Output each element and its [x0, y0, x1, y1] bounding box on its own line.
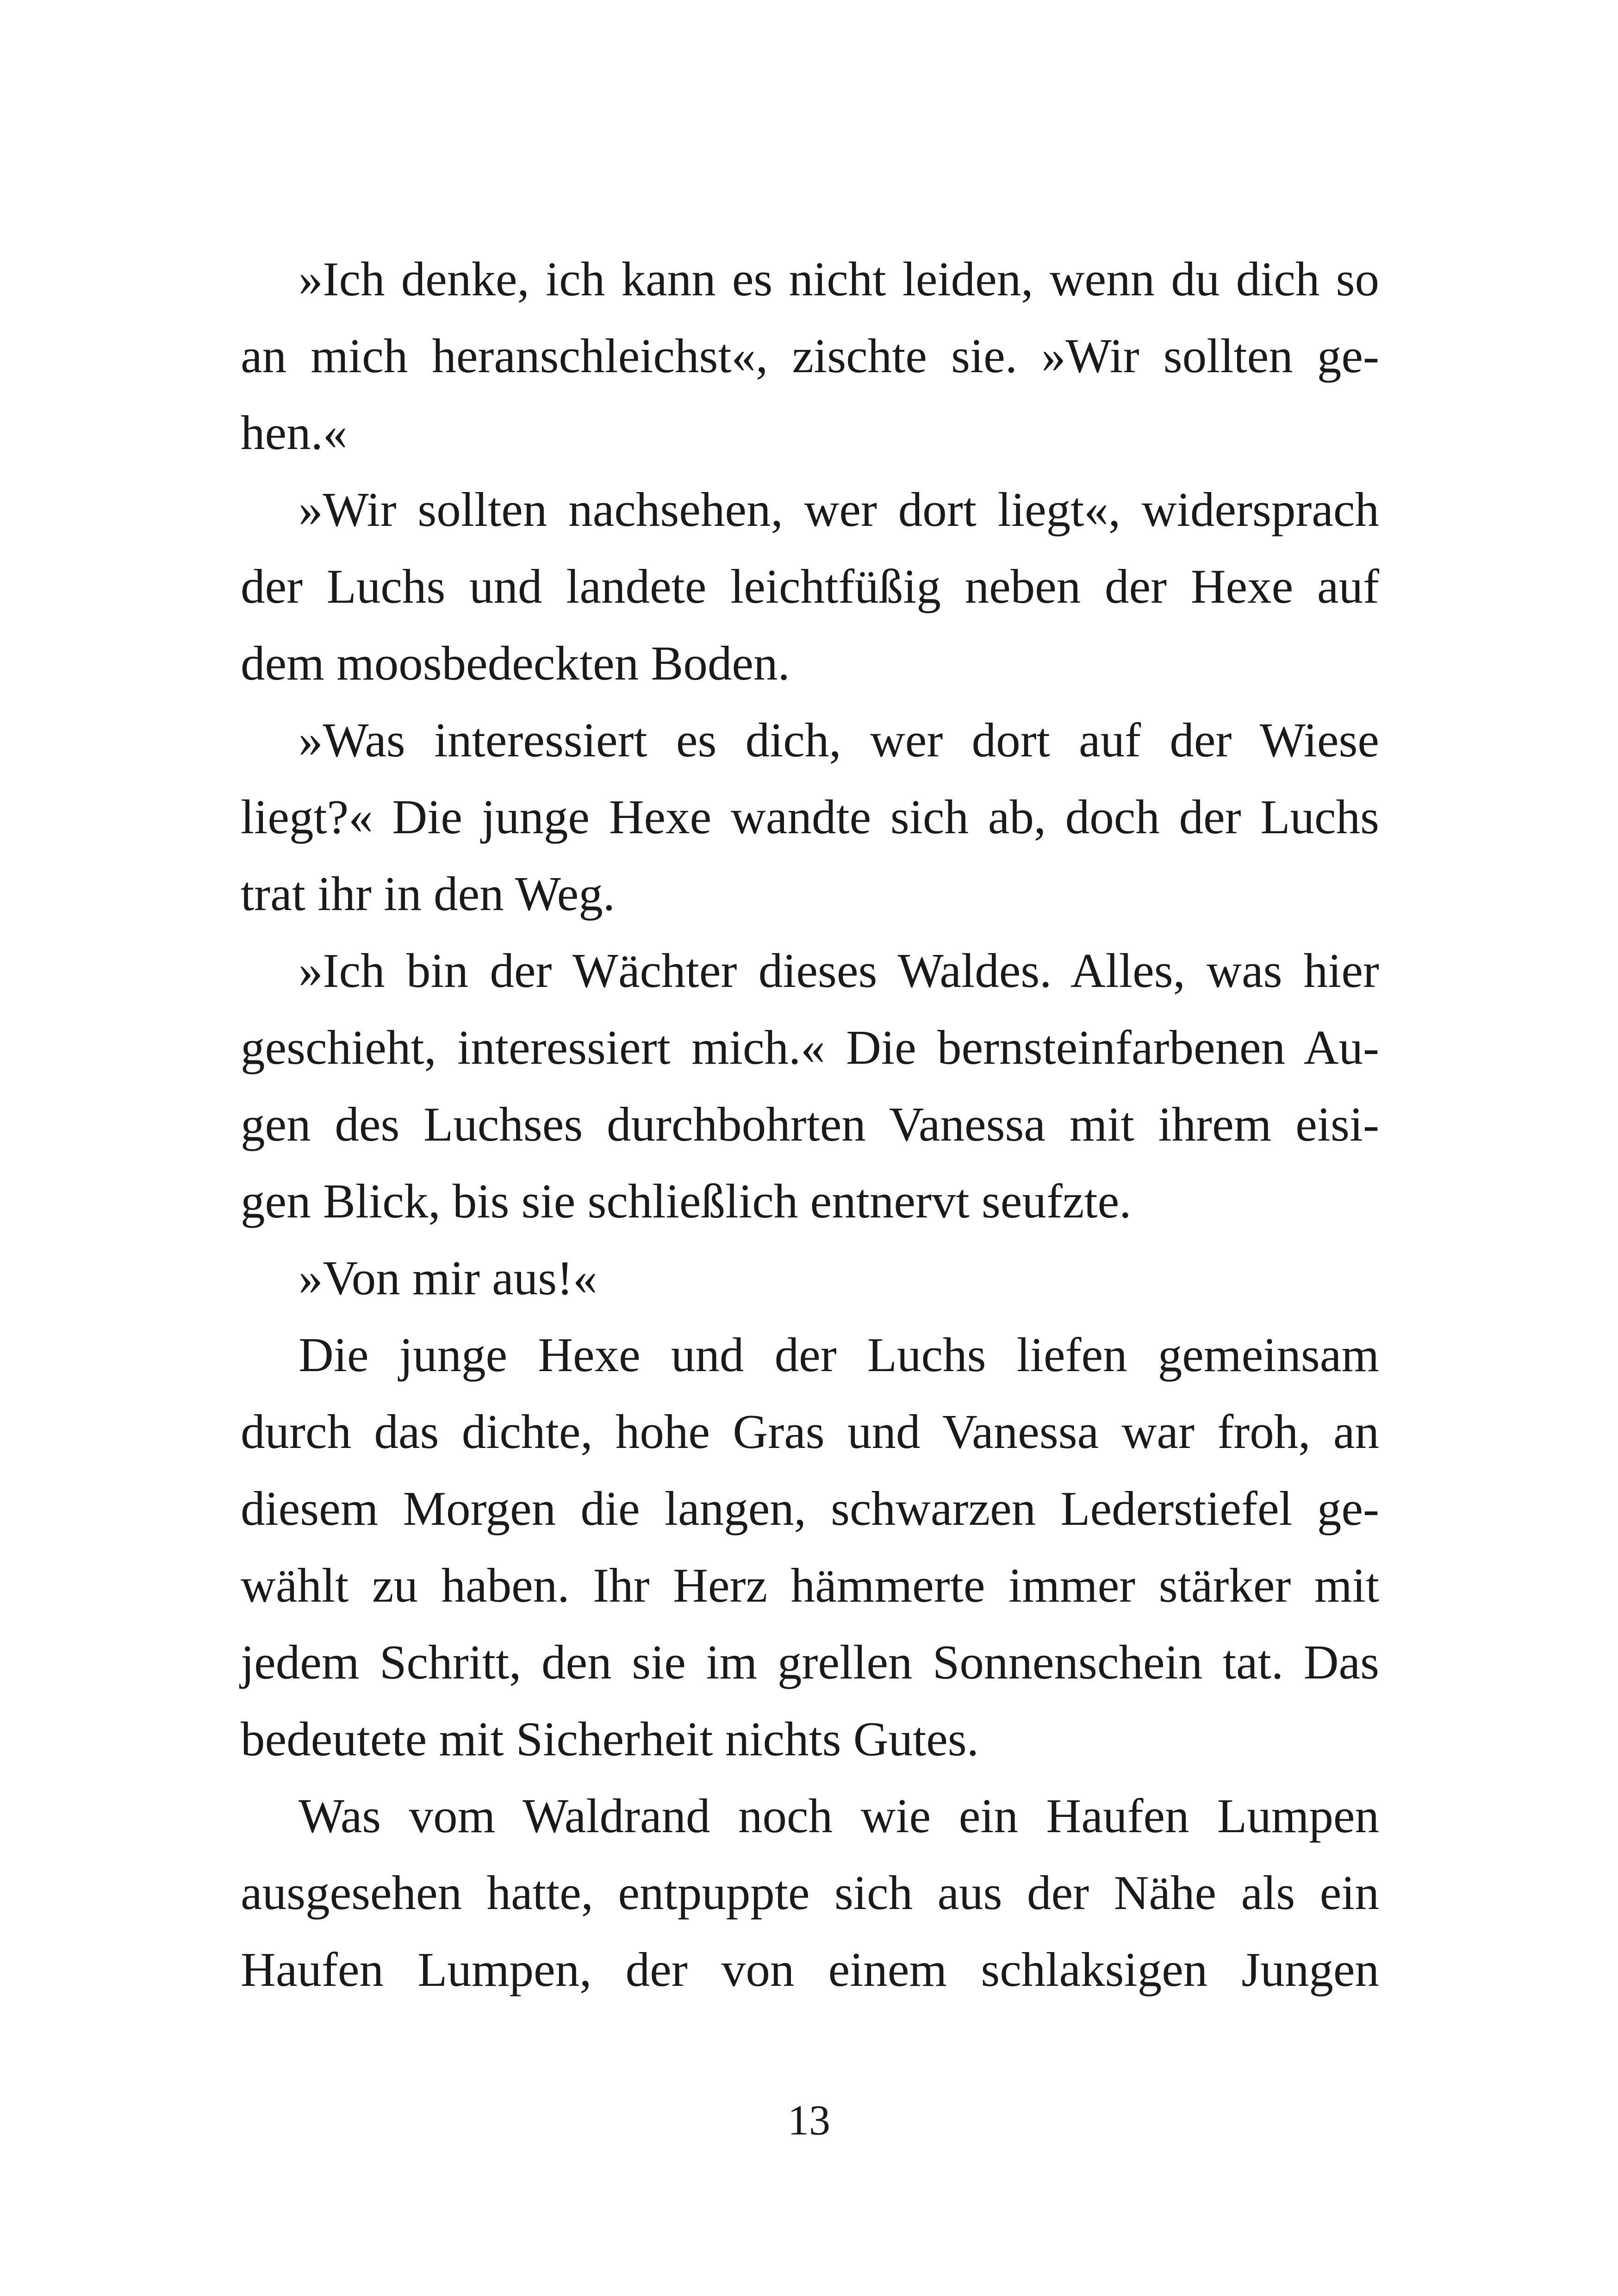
text-line: geschieht, interessiert mich.« Die bernsteinfarbenen Au- [241, 1020, 1379, 1074]
text-line: der Luchs und landete leichtfüßig neben der Hexe auf [241, 559, 1379, 613]
text-line: »Ich bin der Wächter dieses Waldes. Alles, was hier [299, 943, 1379, 998]
text-line: dem moosbedeckten Boden. [241, 636, 790, 690]
text-line: gen Blick, bis sie schließlich entnervt seufzte. [241, 1174, 1132, 1228]
text-line: »Von mir aus!« [299, 1251, 597, 1305]
text-line: gen des Luchses durchbohrten Vanessa mit ihrem eisi- [241, 1097, 1379, 1151]
text-line: Haufen Lumpen, der von einem schlaksigen Jungen [241, 1942, 1379, 1997]
text-line: bedeutete mit Sicherheit nichts Gutes. [241, 1712, 979, 1766]
text-line: »Was interessiert es dich, wer dort auf der Wiese [299, 713, 1379, 767]
text-line: trat ihr in den Weg. [241, 867, 615, 921]
body-text [241, 241, 1379, 2008]
text-line: Die junge Hexe und der Luchs liefen gemeinsam [299, 1328, 1379, 1382]
text-line: »Wir sollten nachsehen, wer dort liegt«, widersprach [299, 482, 1379, 537]
text-line: »Ich denke, ich kann es nicht leiden, wenn du dich so [299, 252, 1379, 306]
text-line: diesem Morgen die langen, schwarzen Lederstiefel ge- [241, 1481, 1379, 1535]
text-line: an mich heranschleichst«, zischte sie. »Wir sollten ge- [241, 329, 1379, 383]
text-line: jedem Schritt, den sie im grellen Sonnenschein tat. Das [241, 1635, 1379, 1689]
text-line: durch das dichte, hohe Gras und Vanessa war froh, an [241, 1404, 1379, 1459]
page-number: 13 [788, 2096, 830, 2144]
text-line: wählt zu haben. Ihr Herz hämmerte immer stärker mit [241, 1558, 1379, 1612]
text-line: Was vom Waldrand noch wie ein Haufen Lumpen [299, 1789, 1379, 1843]
text-line: liegt?« Die junge Hexe wandte sich ab, doch der Luchs [241, 790, 1379, 844]
text-line: hen.« [241, 406, 348, 460]
text-line: ausgesehen hatte, entpuppte sich aus der Nähe als ein [241, 1866, 1379, 1920]
